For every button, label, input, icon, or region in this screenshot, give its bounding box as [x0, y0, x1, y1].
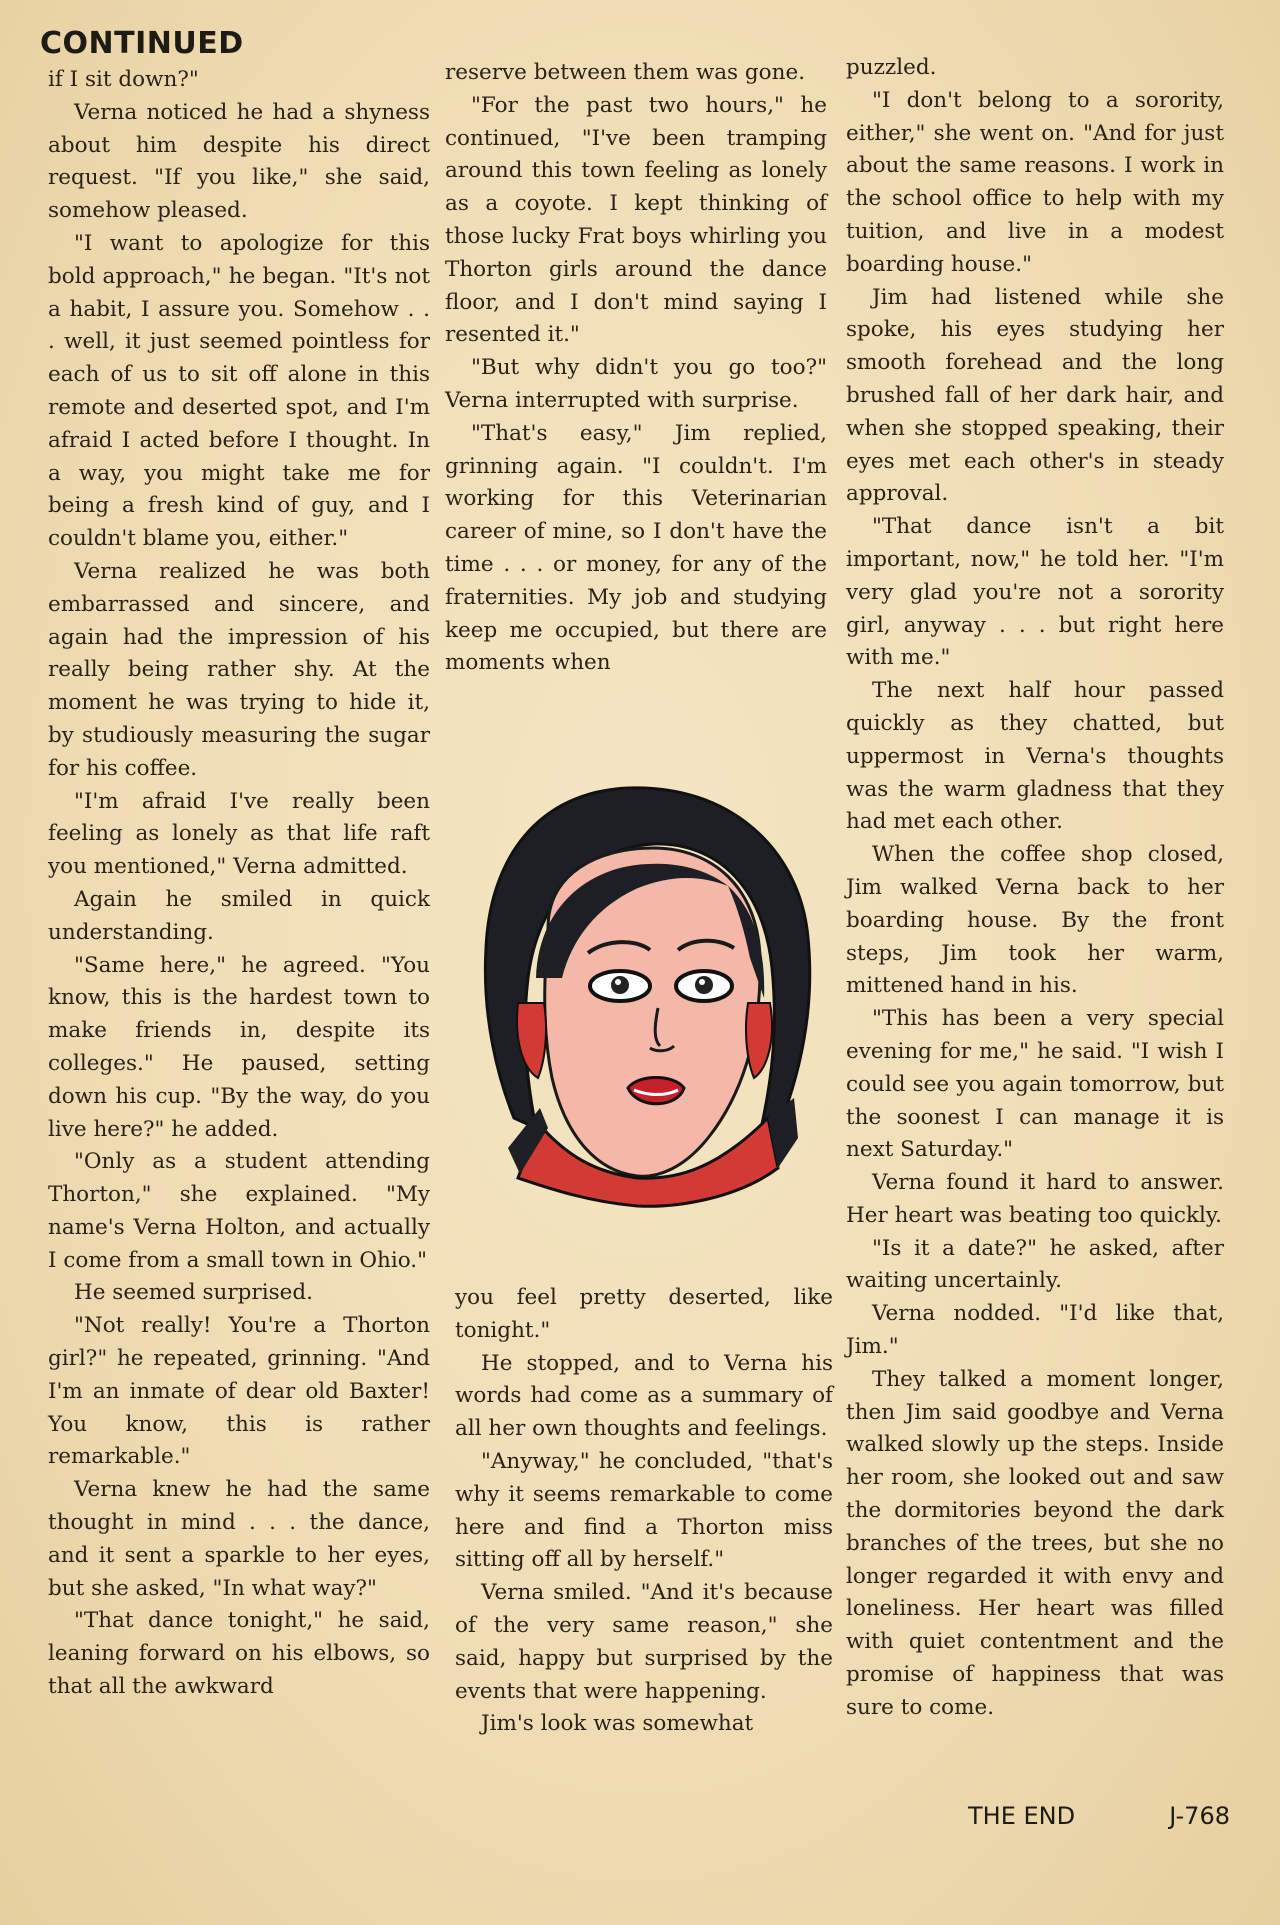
paragraph: "I want to apologize for this bold approach," he began. "It's not a habit, I assure you. Somehow . . . well, it just seemed pointless for each of us to sit off alone in this remote and deserted spot, and I'm afraid I acted before I thought. In a way, you might take me for being a fresh kind of guy, and I couldn't blame you, either."	[48, 230, 430, 552]
paragraph: "This has been a very special evening for me," he said. "I wish I could see you again tomorrow, but the soonest I can manage it is next Saturday."	[846, 1006, 1224, 1163]
paragraph: Jim's look was somewhat	[481, 1711, 754, 1737]
paragraph: They talked a moment longer, then Jim said goodbye and Verna walked slowly up the steps. Inside her room, she looked out and saw the dormitories beyond the dark branches of the trees, but she no longer regarded it with envy and loneliness. Her heart was filled with quiet contentment and the promise of happiness that was sure to come.	[846, 1366, 1224, 1720]
paragraph: "Only as a student attending Thorton," she explained. "My name's Verna Holton, and actually I come from a small town in Ohio."	[48, 1149, 430, 1273]
paragraph: Verna realized he was both embarrassed and sincere, and again had the impression of his really being rather shy. At the moment he was trying to hide it, by studiously measuring the sugar for his coffee.	[48, 558, 430, 781]
paragraph: "Not really! You're a Thorton girl?" he repeated, grinning. "And I'm an inmate of dear old Baxter! You know, this is rather remarkable."	[48, 1313, 430, 1470]
paragraph: Verna smiled. "And it's because of the very same reason," she said, happy but surprised by the events that were happening.	[455, 1580, 833, 1704]
paragraph: reserve between them was gone.	[445, 60, 806, 85]
paragraph: you feel pretty deserted, like tonight."	[455, 1285, 833, 1343]
end-line	[968, 1802, 1230, 1830]
continued-heading: CONTINUED	[40, 26, 244, 61]
text-column-1	[48, 64, 430, 1704]
the-end-label: THE END	[968, 1802, 1076, 1830]
text-column-2-bottom	[455, 1282, 833, 1741]
paragraph: Verna noticed he had a shyness about him despite his direct request. "If you like," she said, somehow pleased.	[48, 99, 430, 224]
paragraph: Jim had listened while she spoke, his eyes studying her smooth forehead and the long brushed fall of her dark hair, and when she stopped speaking, their eyes met each other's in steady approval.	[846, 284, 1224, 507]
paragraph: "I'm afraid I've really been feeling as lonely as that life raft you mentioned," Verna admitted.	[48, 788, 430, 880]
text-column-3	[846, 52, 1224, 1725]
paragraph: Verna found it hard to answer. Her heart was beating too quickly.	[846, 1170, 1224, 1228]
paragraph: "That dance tonight," he said, leaning forward on his elbows, so that all the awkward	[48, 1608, 430, 1700]
paragraph: Verna nodded. "I'd like that, Jim."	[846, 1301, 1224, 1360]
paragraph: When the coffee shop closed, Jim walked Verna back to her boarding house. By the front steps, Jim took her warm, mittened hand in his.	[846, 842, 1224, 999]
paragraph: "Anyway," he concluded, "that's why it seems remarkable to come here and find a Thorton miss sitting off all by herself."	[455, 1448, 833, 1573]
paragraph: "For the past two hours," he continued, "I've been tramping around this town feeling as lonely as a coyote. I kept thinking of those lucky Frat boys whirling you Thorton girls around the dance floor, and I don't mind saying I resented it."	[445, 92, 827, 348]
paragraph: Again he smiled in quick understanding.	[48, 886, 430, 945]
paragraph: "That dance isn't a bit important, now," he told her. "I'm very glad you're not a sorority girl, anyway . . . but right here with me."	[846, 514, 1224, 671]
paragraph: if I sit down?"	[48, 67, 199, 92]
paragraph: He seemed surprised.	[74, 1280, 313, 1306]
paragraph: "But why didn't you go too?" Verna interrupted with surprise.	[445, 355, 827, 413]
paragraph: puzzled.	[846, 55, 937, 80]
paragraph: Verna knew he had the same thought in mind . . . the dance, and it sent a sparkle to her eyes, but she asked, "In what way?"	[48, 1477, 430, 1601]
paragraph: "Same here," he agreed. "You know, this is the hardest town to make friends in, despite its colleges." He paused, setting down his cup. "By the way, do you live here?" he added.	[48, 952, 430, 1142]
paragraph: The next half hour passed quickly as they chatted, but uppermost in Verna's thoughts was the warm gladness that they had met each other.	[846, 678, 1224, 835]
text-column-2-top	[445, 57, 827, 680]
paragraph: "That's easy," Jim replied, grinning again. "I couldn't. I'm working for this Veterinarian career of mine, so I don't have the time . . . or money, for any of the fraternities. My job and studying keep me occupied, but there are moments when	[445, 420, 827, 676]
paragraph: "Is it a date?" he asked, after waiting uncertainly.	[846, 1235, 1224, 1294]
page-code: J-768	[1169, 1802, 1230, 1830]
paragraph: He stopped, and to Verna his words had come as a summary of all her own thoughts and feelings.	[455, 1350, 833, 1442]
woman-portrait-illustration	[478, 778, 818, 1218]
paragraph: "I don't belong to a sorority, either," she went on. "And for just about the same reasons. I work in the school office to help with my tuition, and live in a modest boarding house."	[846, 87, 1224, 277]
